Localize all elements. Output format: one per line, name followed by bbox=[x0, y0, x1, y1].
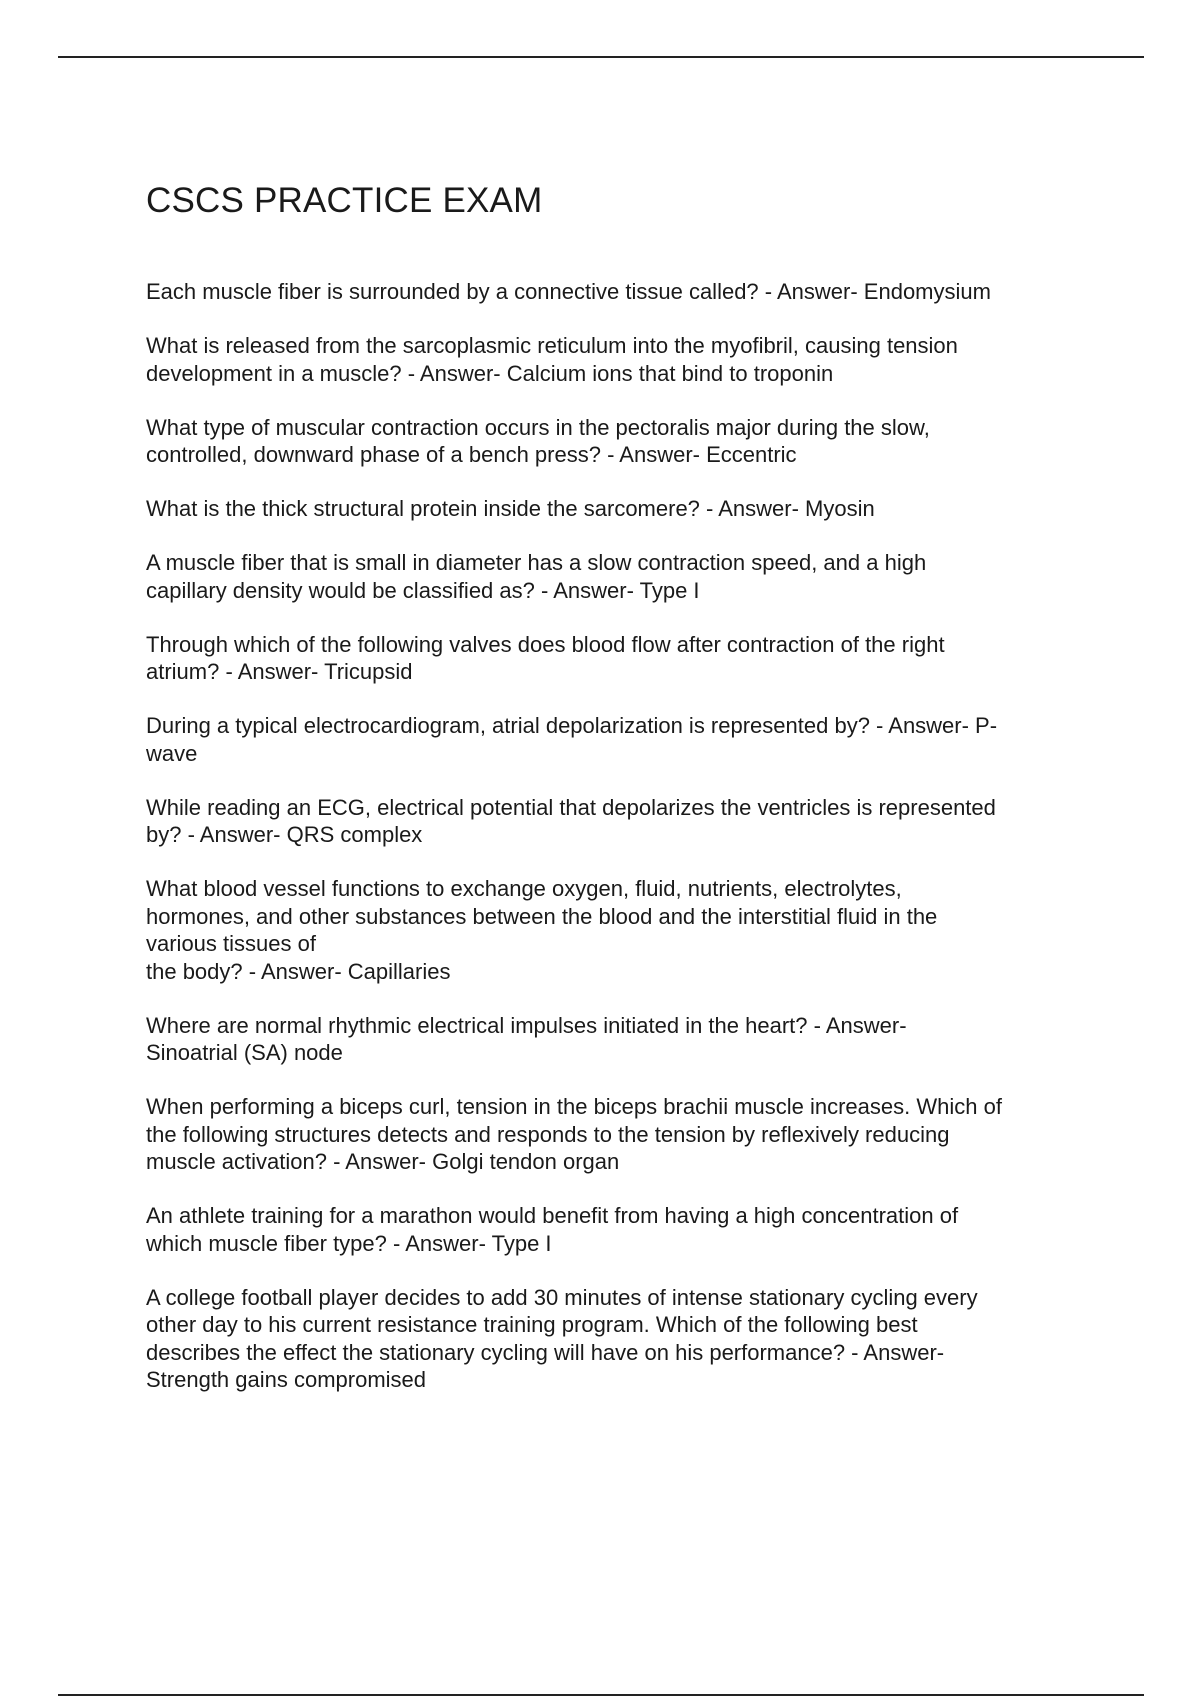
qa-item: What is released from the sarcoplasmic reticulum into the myofibril, causing tension development in a muscle? - Answer- Calcium ions that bind to troponin bbox=[146, 333, 958, 386]
qa-item: When performing a biceps curl, tension in the biceps brachii muscle increases. Which of the following structures detects and responds to the tension by reflexively reducing muscle activation? - Answer- Golgi tendon organ bbox=[146, 1094, 1002, 1174]
header-divider bbox=[58, 56, 1144, 58]
footer-divider bbox=[58, 1694, 1144, 1696]
qa-item: What blood vessel functions to exchange oxygen, fluid, nutrients, electrolytes, hormones, and other substances between the blood and the interstitial fluid in the various tissues of the body? - Answer- Capillaries bbox=[146, 876, 938, 984]
qa-item: Through which of the following valves does blood flow after contraction of the right atrium? - Answer- Tricupsid bbox=[146, 631, 945, 684]
qa-item: A muscle fiber that is small in diameter has a slow contraction speed, and a high capillary density would be classified as? - Answer- Type I bbox=[146, 550, 927, 603]
qa-item: Each muscle fiber is surrounded by a connective tissue called? - Answer- Endomysium bbox=[146, 279, 991, 304]
qa-item: Where are normal rhythmic electrical impulses initiated in the heart? - Answer- Sinoatrial (SA) node bbox=[146, 1012, 907, 1065]
qa-item: During a typical electrocardiogram, atrial depolarization is represented by? - Answer- P- wave bbox=[146, 713, 998, 766]
question-list bbox=[146, 278, 1106, 1420]
qa-item: A college football player decides to add 30 minutes of intense stationary cycling every other day to his current resistance training program. Which of the following best describes the effect the stationary cycling will have on his performance? - Answer- Strength gains compromised bbox=[146, 1284, 978, 1392]
qa-item: What type of muscular contraction occurs in the pectoralis major during the slow, controlled, downward phase of a bench press? - Answer- Eccentric bbox=[146, 414, 930, 467]
qa-item: What is the thick structural protein inside the sarcomere? - Answer- Myosin bbox=[146, 496, 875, 521]
qa-item: While reading an ECG, electrical potential that depolarizes the ventricles is represented by? - Answer- QRS complex bbox=[146, 794, 996, 847]
qa-item: An athlete training for a marathon would benefit from having a high concentration of which muscle fiber type? - Answer- Type I bbox=[146, 1203, 959, 1256]
page-title: CSCS PRACTICE EXAM bbox=[146, 181, 543, 220]
